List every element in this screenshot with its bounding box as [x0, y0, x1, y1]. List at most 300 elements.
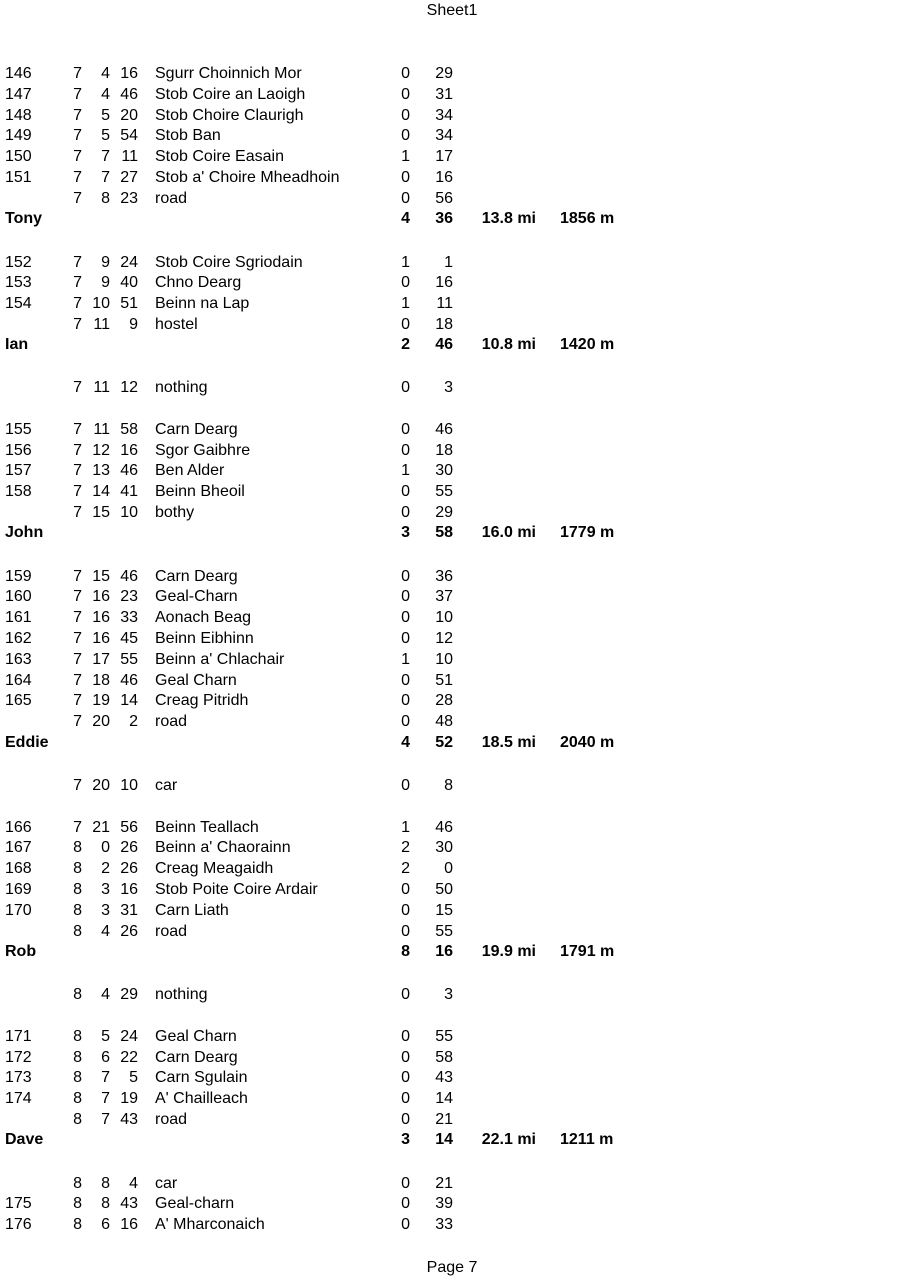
row-number-cell: 169 [5, 881, 32, 898]
minute-cell: 55 [120, 651, 138, 668]
row-number-cell: 162 [5, 630, 32, 647]
hill-name-cell: Stob Coire Easain [155, 148, 284, 165]
leg-hours-cell: 0 [401, 713, 410, 730]
leg-hours-cell: 0 [401, 190, 410, 207]
day-cell: 7 [73, 295, 82, 312]
table-row [0, 315, 904, 335]
hill-name-cell: Stob Poite Coire Ardair [155, 881, 318, 898]
hour-cell: 14 [92, 483, 110, 500]
hour-cell: 18 [92, 672, 110, 689]
day-cell: 8 [73, 1090, 82, 1107]
minute-cell: 10 [120, 504, 138, 521]
hour-cell: 4 [101, 65, 110, 82]
hill-name-cell: bothy [155, 504, 195, 521]
minute-cell: 43 [120, 1111, 138, 1128]
table-row [0, 901, 904, 921]
hill-name-cell: road [155, 923, 188, 940]
minute-cell: 4 [129, 1175, 138, 1192]
hill-name-cell: Beinn a' Chlachair [155, 651, 285, 668]
hill-name-cell: Geal Charn [155, 1028, 237, 1045]
leg-hours-cell: 0 [401, 609, 410, 626]
leg-hours-cell: 0 [401, 504, 410, 521]
minutes-cell: 58 [435, 524, 453, 541]
minute-cell: 16 [120, 881, 138, 898]
minute-cell: 56 [120, 819, 138, 836]
minute-cell: 20 [120, 107, 138, 124]
day-cell: 8 [73, 1028, 82, 1045]
day-cell: 8 [73, 839, 82, 856]
hill-name-cell: car [155, 1175, 178, 1192]
leg-minutes-cell: 39 [435, 1195, 453, 1212]
day-cell: 7 [73, 504, 82, 521]
minute-cell: 14 [120, 692, 138, 709]
day-cell: 7 [73, 127, 82, 144]
day-cell: 7 [73, 588, 82, 605]
hour-cell: 7 [101, 1111, 110, 1128]
hour-cell: 20 [92, 777, 110, 794]
minute-cell: 41 [120, 483, 138, 500]
leg-hours-cell: 0 [401, 127, 410, 144]
ascent-cell: 1791 m [560, 943, 615, 960]
table-row [0, 629, 904, 649]
minute-cell: 2 [129, 713, 138, 730]
table-row [0, 1089, 904, 1109]
leg-hours-cell: 1 [401, 819, 410, 836]
minute-cell: 23 [120, 588, 138, 605]
hour-cell: 6 [101, 1216, 110, 1233]
row-number-cell: 167 [5, 839, 32, 856]
table-row [0, 126, 904, 146]
ascent-cell: 1211 m [560, 1131, 614, 1148]
table-row [0, 1048, 904, 1068]
hill-name-cell: A' Mharconaich [155, 1216, 265, 1233]
table-row [0, 691, 904, 711]
row-number-cell: 161 [5, 609, 32, 626]
leg-minutes-cell: 0 [444, 860, 453, 877]
minute-cell: 26 [120, 839, 138, 856]
row-number-cell: 153 [5, 274, 32, 291]
hours-cell: 2 [401, 336, 410, 353]
table-row [0, 1110, 904, 1130]
table-row [0, 189, 904, 209]
leg-hours-cell: 0 [401, 588, 410, 605]
leg-minutes-cell: 30 [435, 462, 453, 479]
minute-cell: 24 [120, 254, 138, 271]
day-cell: 8 [73, 1175, 82, 1192]
row-number-cell: 164 [5, 672, 32, 689]
leg-minutes-cell: 55 [435, 483, 453, 500]
hour-cell: 7 [101, 169, 110, 186]
day-cell: 7 [73, 483, 82, 500]
minute-cell: 46 [120, 86, 138, 103]
hill-name-cell: Beinn na Lap [155, 295, 250, 312]
day-cell: 7 [73, 379, 82, 396]
leg-hours-cell: 0 [401, 169, 410, 186]
hill-name-cell: Carn Dearg [155, 421, 238, 438]
day-cell: 7 [73, 819, 82, 836]
leg-hours-cell: 0 [401, 630, 410, 647]
leg-hours-cell: 0 [401, 672, 410, 689]
distance-cell: 18.5 mi [481, 734, 536, 751]
minute-cell: 16 [120, 65, 138, 82]
hour-cell: 21 [92, 819, 110, 836]
leg-hours-cell: 1 [401, 148, 410, 165]
row-number-cell: 175 [5, 1195, 32, 1212]
day-cell: 7 [73, 65, 82, 82]
day-cell: 7 [73, 651, 82, 668]
table-row [0, 650, 904, 670]
minute-cell: 11 [121, 148, 138, 165]
day-cell: 8 [73, 1069, 82, 1086]
hour-cell: 6 [101, 1049, 110, 1066]
day-cell: 8 [73, 1216, 82, 1233]
row-number-cell: 173 [5, 1069, 32, 1086]
page-number: Page 7 [426, 1259, 478, 1276]
leg-hours-cell: 0 [401, 379, 410, 396]
leg-hours-cell: 0 [401, 421, 410, 438]
row-number-cell: 166 [5, 819, 32, 836]
leg-minutes-cell: 21 [435, 1175, 453, 1192]
row-number-cell: 168 [5, 860, 32, 877]
leg-hours-cell: 1 [401, 254, 410, 271]
day-cell: 7 [73, 442, 82, 459]
hill-name-cell: Creag Pitridh [155, 692, 249, 709]
day-cell: 7 [73, 86, 82, 103]
table-row [0, 441, 904, 461]
table-row [0, 1194, 904, 1214]
row-number-cell: 152 [5, 254, 32, 271]
hill-name-cell: nothing [155, 379, 208, 396]
hill-name-cell: Ben Alder [155, 462, 225, 479]
table-row [0, 378, 904, 398]
leg-hours-cell: 0 [401, 86, 410, 103]
table-row [0, 608, 904, 628]
hill-name-cell: Beinn Teallach [155, 819, 259, 836]
table-row [0, 85, 904, 105]
day-cell: 8 [73, 902, 82, 919]
ascent-cell: 1856 m [560, 210, 615, 227]
hill-name-cell: Carn Sgulain [155, 1069, 248, 1086]
distance-cell: 13.8 mi [481, 210, 536, 227]
hour-cell: 4 [101, 986, 110, 1003]
hour-cell: 15 [92, 504, 110, 521]
hour-cell: 5 [101, 107, 110, 124]
leg-minutes-cell: 46 [435, 421, 453, 438]
minute-cell: 23 [120, 190, 138, 207]
table-row [0, 253, 904, 273]
hour-cell: 13 [92, 462, 110, 479]
day-cell: 7 [73, 692, 82, 709]
leg-hours-cell: 0 [401, 568, 410, 585]
table-row [0, 273, 904, 293]
day-cell: 7 [73, 274, 82, 291]
leg-hours-cell: 0 [401, 1069, 410, 1086]
hill-name-cell: Chno Dearg [155, 274, 242, 291]
leg-hours-cell: 0 [401, 483, 410, 500]
leg-hours-cell: 1 [401, 462, 410, 479]
leg-minutes-cell: 33 [435, 1216, 453, 1233]
hours-cell: 3 [401, 524, 410, 541]
leg-hours-cell: 0 [401, 902, 410, 919]
hour-cell: 5 [101, 1028, 110, 1045]
row-number-cell: 163 [5, 651, 32, 668]
hour-cell: 7 [101, 148, 110, 165]
leg-minutes-cell: 34 [435, 127, 453, 144]
day-cell: 8 [73, 1195, 82, 1212]
hour-cell: 11 [93, 316, 110, 333]
minute-cell: 12 [120, 379, 138, 396]
leg-minutes-cell: 31 [435, 86, 453, 103]
day-cell: 8 [73, 1111, 82, 1128]
summary-name: John [5, 524, 44, 541]
minute-cell: 46 [120, 672, 138, 689]
hour-cell: 11 [93, 379, 110, 396]
day-cell: 7 [73, 777, 82, 794]
minutes-cell: 36 [435, 210, 453, 227]
table-row [0, 859, 904, 879]
distance-cell: 22.1 mi [481, 1131, 536, 1148]
hill-name-cell: Carn Dearg [155, 568, 238, 585]
leg-minutes-cell: 21 [435, 1111, 453, 1128]
table-row [0, 461, 904, 481]
hill-name-cell: Geal Charn [155, 672, 237, 689]
leg-hours-cell: 1 [401, 651, 410, 668]
hill-name-cell: hostel [155, 316, 198, 333]
hours-cell: 4 [401, 210, 410, 227]
hour-cell: 8 [101, 1175, 110, 1192]
leg-minutes-cell: 58 [435, 1049, 453, 1066]
hill-name-cell: road [155, 190, 188, 207]
row-number-cell: 146 [5, 65, 32, 82]
day-cell: 7 [73, 190, 82, 207]
ascent-cell: 2040 m [560, 734, 615, 751]
hour-cell: 2 [101, 860, 110, 877]
leg-hours-cell: 0 [401, 1028, 410, 1045]
day-cell: 8 [73, 923, 82, 940]
minute-cell: 27 [120, 169, 138, 186]
hour-cell: 16 [92, 630, 110, 647]
leg-minutes-cell: 29 [435, 65, 453, 82]
hour-cell: 9 [101, 254, 110, 271]
minute-cell: 10 [120, 777, 138, 794]
leg-minutes-cell: 48 [435, 713, 453, 730]
hour-cell: 8 [101, 1195, 110, 1212]
minute-cell: 16 [120, 1216, 138, 1233]
minute-cell: 26 [120, 860, 138, 877]
leg-hours-cell: 2 [401, 839, 410, 856]
table-row [0, 420, 904, 440]
row-number-cell: 155 [5, 421, 32, 438]
leg-hours-cell: 0 [401, 1090, 410, 1107]
leg-minutes-cell: 16 [435, 169, 453, 186]
summary-name: Rob [5, 943, 37, 960]
leg-minutes-cell: 10 [435, 609, 453, 626]
table-row [0, 503, 904, 523]
summary-name: Dave [5, 1131, 44, 1148]
row-number-cell: 148 [5, 107, 32, 124]
hill-name-cell: Carn Dearg [155, 1049, 238, 1066]
minute-cell: 31 [120, 902, 138, 919]
minutes-cell: 46 [435, 336, 453, 353]
leg-hours-cell: 0 [401, 1175, 410, 1192]
table-row [0, 567, 904, 587]
leg-minutes-cell: 17 [435, 148, 453, 165]
minute-cell: 16 [120, 442, 138, 459]
row-number-cell: 159 [5, 568, 32, 585]
minute-cell: 24 [120, 1028, 138, 1045]
summary-name: Tony [5, 210, 43, 227]
leg-hours-cell: 0 [401, 65, 410, 82]
hour-cell: 12 [92, 442, 110, 459]
leg-minutes-cell: 37 [435, 588, 453, 605]
minute-cell: 58 [120, 421, 138, 438]
minute-cell: 9 [129, 316, 138, 333]
hour-cell: 3 [101, 902, 110, 919]
leg-minutes-cell: 46 [435, 819, 453, 836]
hour-cell: 7 [101, 1069, 110, 1086]
hour-cell: 11 [93, 421, 110, 438]
row-number-cell: 150 [5, 148, 32, 165]
table-row [0, 838, 904, 858]
hill-name-cell: car [155, 777, 178, 794]
day-cell: 7 [73, 568, 82, 585]
leg-hours-cell: 0 [401, 316, 410, 333]
day-cell: 7 [73, 462, 82, 479]
table-row [0, 64, 904, 84]
leg-minutes-cell: 18 [435, 442, 453, 459]
row-number-cell: 151 [5, 169, 32, 186]
hill-name-cell: Beinn a' Chaorainn [155, 839, 291, 856]
hours-cell: 3 [401, 1131, 410, 1148]
hour-cell: 5 [101, 127, 110, 144]
table-row [0, 818, 904, 838]
row-number-cell: 172 [5, 1049, 32, 1066]
leg-hours-cell: 2 [401, 860, 410, 877]
day-cell: 7 [73, 672, 82, 689]
minutes-cell: 52 [435, 734, 453, 751]
hill-name-cell: Creag Meagaidh [155, 860, 274, 877]
table-row [0, 587, 904, 607]
hill-name-cell: road [155, 1111, 188, 1128]
leg-minutes-cell: 36 [435, 568, 453, 585]
row-number-cell: 156 [5, 442, 32, 459]
leg-hours-cell: 0 [401, 442, 410, 459]
hill-name-cell: Stob Choire Claurigh [155, 107, 304, 124]
summary-row [0, 335, 904, 355]
hill-name-cell: Geal-charn [155, 1195, 235, 1212]
hill-name-cell: nothing [155, 986, 208, 1003]
leg-hours-cell: 0 [401, 986, 410, 1003]
hour-cell: 10 [92, 295, 110, 312]
table-row [0, 1174, 904, 1194]
leg-hours-cell: 0 [401, 881, 410, 898]
minutes-cell: 16 [435, 943, 453, 960]
leg-minutes-cell: 29 [435, 504, 453, 521]
hour-cell: 19 [92, 692, 110, 709]
table-row [0, 168, 904, 188]
hill-name-cell: Stob Coire an Laoigh [155, 86, 306, 103]
hill-name-cell: Geal-Charn [155, 588, 238, 605]
day-cell: 7 [73, 169, 82, 186]
summary-row [0, 523, 904, 543]
hill-name-cell: Beinn Bheoil [155, 483, 245, 500]
table-row [0, 671, 904, 691]
row-number-cell: 174 [5, 1090, 32, 1107]
hill-name-cell: Aonach Beag [155, 609, 252, 626]
leg-minutes-cell: 11 [436, 295, 453, 312]
day-cell: 7 [73, 713, 82, 730]
leg-hours-cell: 0 [401, 1111, 410, 1128]
summary-row [0, 209, 904, 229]
leg-minutes-cell: 3 [444, 379, 453, 396]
hours-cell: 4 [401, 734, 410, 751]
row-number-cell: 170 [5, 902, 32, 919]
leg-hours-cell: 0 [401, 1195, 410, 1212]
hour-cell: 17 [92, 651, 110, 668]
hour-cell: 4 [101, 923, 110, 940]
leg-minutes-cell: 50 [435, 881, 453, 898]
leg-minutes-cell: 43 [435, 1069, 453, 1086]
leg-minutes-cell: 14 [435, 1090, 453, 1107]
hill-name-cell: Carn Liath [155, 902, 229, 919]
minute-cell: 40 [120, 274, 138, 291]
leg-minutes-cell: 12 [435, 630, 453, 647]
hour-cell: 15 [92, 568, 110, 585]
minute-cell: 46 [120, 462, 138, 479]
minute-cell: 29 [120, 986, 138, 1003]
table-row [0, 106, 904, 126]
summary-row [0, 733, 904, 753]
day-cell: 7 [73, 421, 82, 438]
table-row [0, 1027, 904, 1047]
table-row [0, 776, 904, 796]
leg-minutes-cell: 10 [435, 651, 453, 668]
minute-cell: 43 [120, 1195, 138, 1212]
hour-cell: 0 [101, 839, 110, 856]
leg-minutes-cell: 1 [444, 254, 453, 271]
hour-cell: 8 [101, 190, 110, 207]
day-cell: 8 [73, 881, 82, 898]
leg-minutes-cell: 16 [435, 274, 453, 291]
leg-hours-cell: 0 [401, 692, 410, 709]
minute-cell: 5 [129, 1069, 138, 1086]
day-cell: 8 [73, 860, 82, 877]
hour-cell: 4 [101, 86, 110, 103]
hour-cell: 16 [92, 609, 110, 626]
day-cell: 7 [73, 316, 82, 333]
hours-cell: 8 [401, 943, 410, 960]
leg-hours-cell: 0 [401, 1049, 410, 1066]
row-number-cell: 165 [5, 692, 32, 709]
leg-minutes-cell: 30 [435, 839, 453, 856]
minute-cell: 46 [120, 568, 138, 585]
hour-cell: 3 [101, 881, 110, 898]
leg-minutes-cell: 8 [444, 777, 453, 794]
hour-cell: 16 [92, 588, 110, 605]
hill-name-cell: Beinn Eibhinn [155, 630, 254, 647]
summary-name: Eddie [5, 734, 49, 751]
hill-name-cell: Stob a' Choire Mheadhoin [155, 169, 340, 186]
minute-cell: 54 [120, 127, 138, 144]
row-number-cell: 147 [5, 86, 32, 103]
minute-cell: 33 [120, 609, 138, 626]
minute-cell: 45 [120, 630, 138, 647]
leg-minutes-cell: 15 [435, 902, 453, 919]
table-row [0, 712, 904, 732]
leg-minutes-cell: 56 [435, 190, 453, 207]
table-row [0, 880, 904, 900]
minute-cell: 51 [120, 295, 138, 312]
